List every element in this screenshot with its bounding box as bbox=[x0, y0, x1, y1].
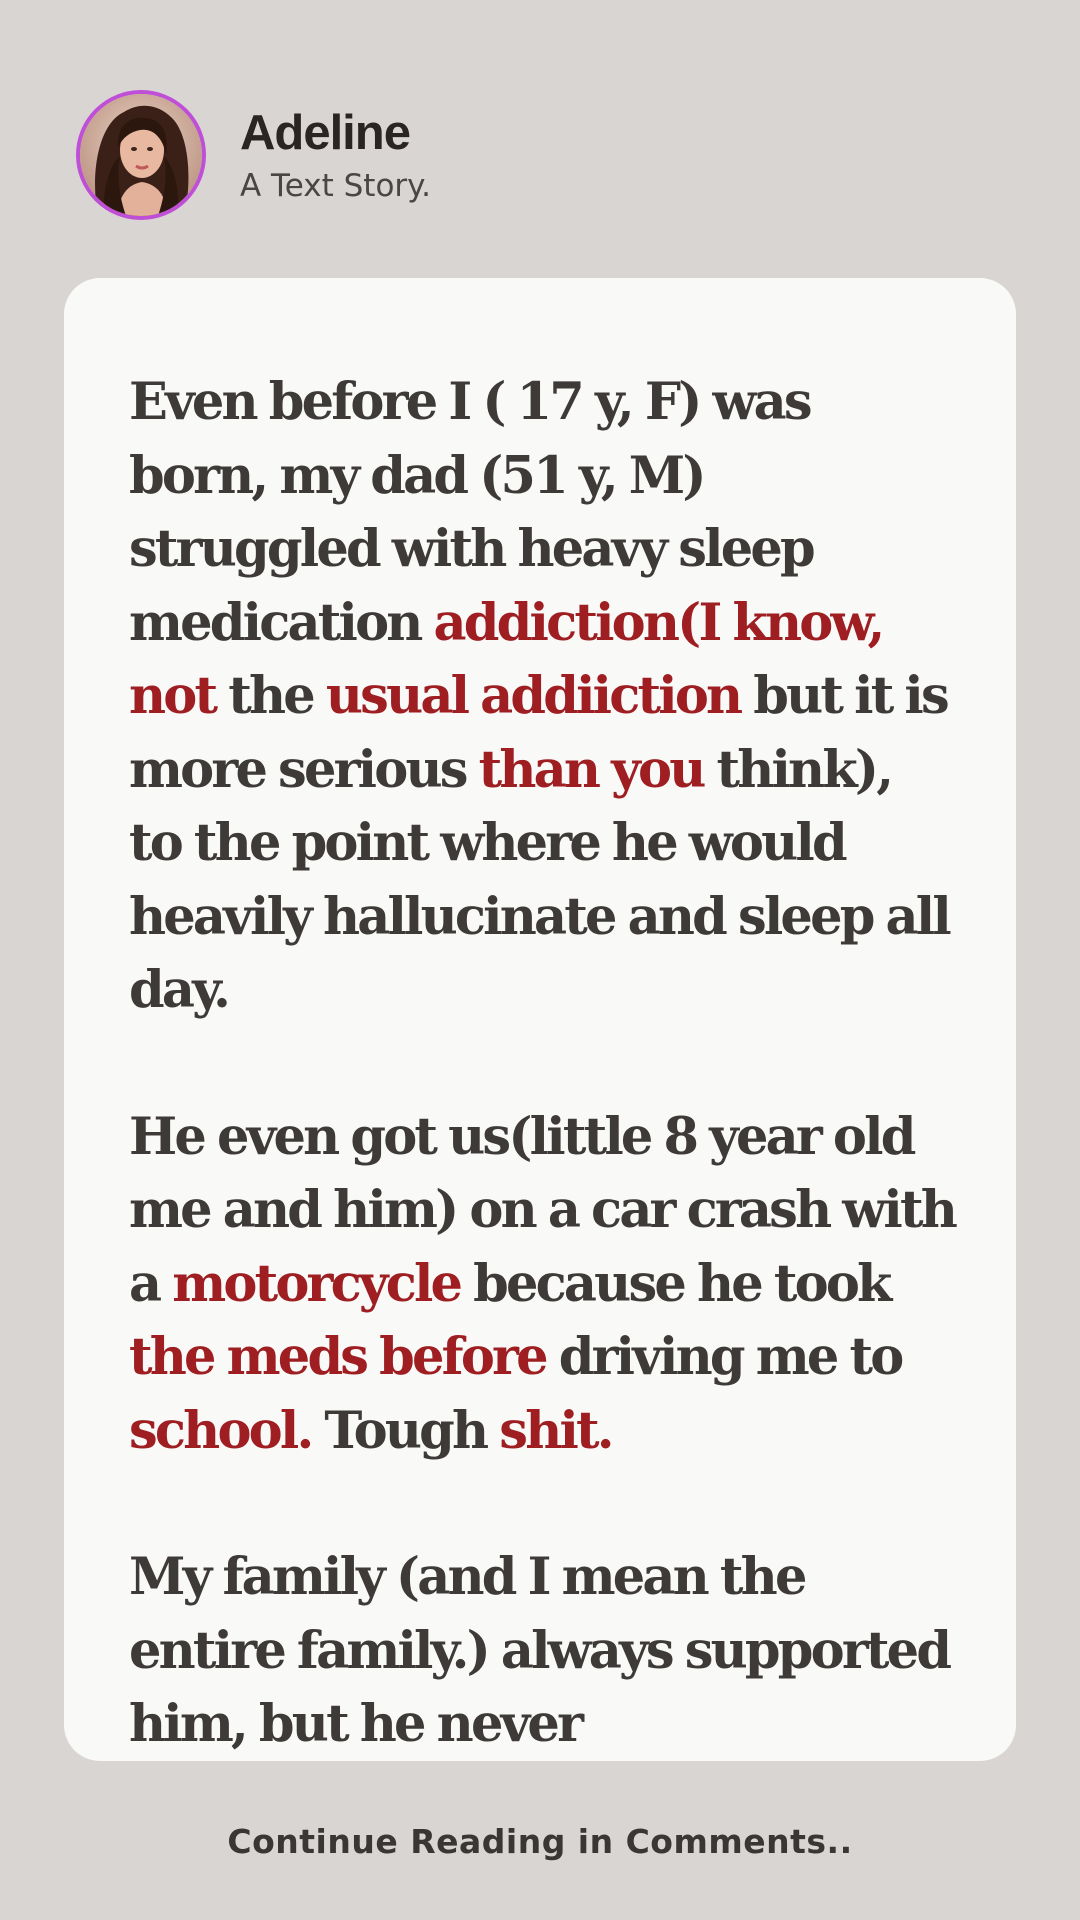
story-card bbox=[64, 278, 1016, 1761]
highlighted-text: addiction(I know, not bbox=[129, 592, 883, 726]
story-paragraph bbox=[129, 1541, 956, 1761]
story-text: driving me to bbox=[545, 1327, 902, 1387]
post-header bbox=[76, 86, 431, 224]
highlighted-text: the meds before bbox=[129, 1327, 546, 1387]
story-text: but it is more serious bbox=[129, 666, 947, 800]
story-paragraph bbox=[129, 1101, 956, 1469]
continue-reading-link[interactable]: Continue Reading in Comments.. bbox=[227, 1822, 853, 1861]
story-text: He even got us(little 8 year old me and him) on a car crash with a bbox=[129, 1106, 956, 1314]
highlighted-text: than you bbox=[478, 739, 704, 800]
highlighted-text: shit. bbox=[499, 1400, 612, 1461]
story-text: My family (and I mean the entire family.) always supported him, but he never bbox=[129, 1547, 950, 1754]
avatar[interactable] bbox=[76, 90, 206, 220]
story-text: think), to the point where he would heavily hallucinate and sleep all day. bbox=[129, 739, 949, 1020]
highlighted-text: motorcycle bbox=[172, 1253, 461, 1314]
story-text: because he took bbox=[460, 1253, 890, 1314]
profile-photo-icon bbox=[80, 94, 202, 216]
author-name[interactable]: Adeline bbox=[240, 106, 410, 160]
story-paragraph bbox=[129, 366, 956, 1028]
story-subtitle: A Text Story. bbox=[240, 168, 431, 204]
story-text: Tough bbox=[311, 1400, 500, 1461]
highlighted-text: usual addiiction bbox=[325, 666, 741, 726]
highlighted-text: school. bbox=[129, 1400, 312, 1461]
story-text: the bbox=[215, 666, 326, 726]
header-text bbox=[240, 104, 431, 206]
story-body bbox=[129, 366, 956, 1761]
story-text: Even before I ( 17 y, F) was born, my dad (51 y, M) struggled with heavy sleep medication bbox=[129, 372, 813, 653]
